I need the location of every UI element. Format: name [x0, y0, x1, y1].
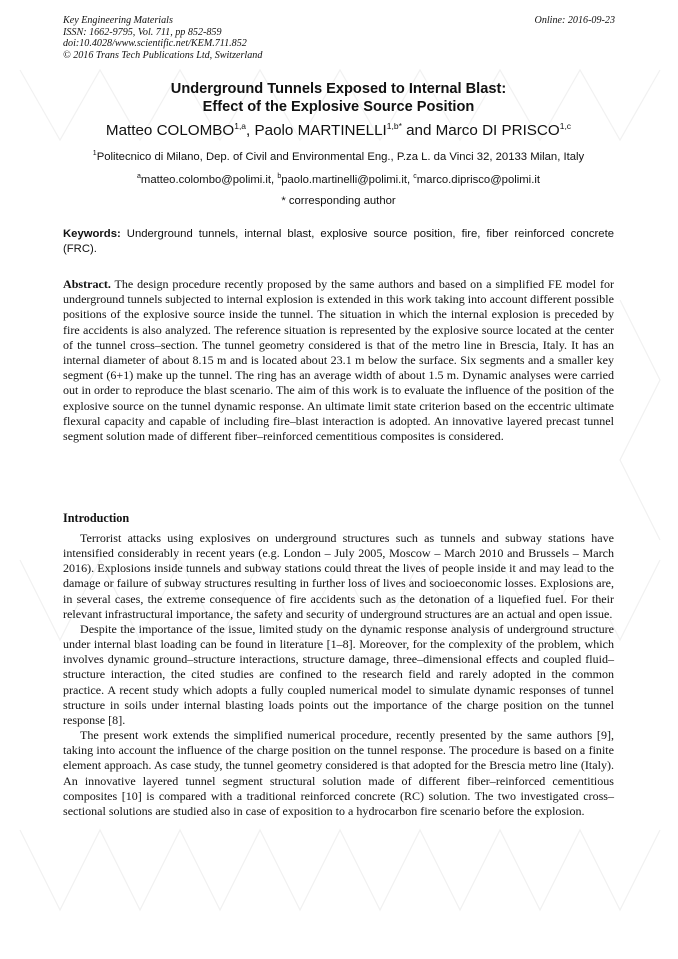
author-name: Marco DI PRISCO [435, 122, 560, 139]
email-link[interactable]: matteo.colombo@polimi.it, [140, 174, 278, 186]
keywords [63, 227, 614, 256]
journal-header [63, 15, 393, 61]
affiliation-text: Politecnico di Milano, Dep. of Civil and Environmental Eng., P.za L. da Vinci 32, 20133 Milan, Italy [96, 151, 585, 163]
paper-title-line-2: Effect of the Explosive Source Position [202, 99, 475, 115]
corresponding-author-note: * corresponding author [281, 195, 396, 207]
journal-name: Key Engineering Materials [63, 15, 173, 26]
email-link[interactable]: paolo.martinelli@polimi.it, [281, 174, 414, 186]
author-name: Paolo MARTINELLI [254, 122, 387, 139]
affiliation-mark: 1 [92, 150, 97, 157]
email-mark: a [137, 173, 141, 180]
copyright-line: © 2016 Trans Tech Publications Ltd, Switzerland [63, 49, 263, 61]
author-affiliation-mark: 1,a [234, 121, 247, 131]
author-separator: and [401, 122, 436, 139]
abstract-label: Abstract. [63, 277, 111, 291]
online-date: Online: 2016-09-23 [534, 15, 615, 26]
paragraph: The present work extends the simplified numerical procedure, recently presented by the same authors [9], taking into account the influence of the charge position on the tunnel response. The procedure is based on a finite element approach. As case study, the tunnel geometry considered is that adopted for the Brescia metro line (Italy). An innovative layered tunnel segment structural solution made of different fiber–reinforced cementitious composites [10] is compared with a traditional reinforced concrete (RC) solution. The two investigated cross–sectional solutions are studied also in case of exposition to a hydrocarbon fire scenario before the explosion. [63, 728, 614, 818]
affiliation [63, 149, 614, 165]
author-emails [63, 172, 614, 188]
email-mark: c [413, 173, 417, 180]
email-link[interactable]: marco.diprisco@polimi.it [416, 174, 540, 186]
section-heading-introduction: Introduction [63, 511, 130, 525]
author-list [63, 121, 614, 141]
keywords-text: Underground tunnels, internal blast, explosive source position, fire, fiber reinforced concrete (FRC). [63, 228, 614, 255]
abstract [63, 277, 614, 444]
abstract-text: The design procedure recently proposed by the same authors and based on a simplified FE model for underground tunnels subjected to internal explosion is extended in this work taking into account different possible positions of the explosive source inside the tunnel. The situation in which the internal explosion is preceded by fire accidents is also analyzed. The reference situation is represented by the explosive source located at the center of the tunnel cross–section. The tunnel geometry considered is that of the metro line in Brescia, Italy. It has an internal diameter of about 8.15 m and is located about 23.1 m below the surface. Six segments and a smaller key segment (6+1) make up the tunnel. The ring has an average width of about 1.5 m. Dynamic analyses were carried out in order to reproduce the blast scenario. The aim of this work is to evaluate the influence of the position of the explosive source on the tunnel dynamic response. An ultimate limit state criterion based on the eccentric ultimate flexural capacity and capable of including fire–blast interaction is adopted. An innovative layered precast tunnel segment solution made of different fiber–reinforced cementitious composites is considered. [63, 277, 614, 444]
introduction-body [63, 531, 614, 819]
author-affiliation-mark: 1,b* [386, 121, 402, 131]
issn-line: ISSN: 1662-9795, Vol. 711, pp 852-859 [63, 26, 222, 38]
paragraph: Despite the importance of the issue, limited study on the dynamic response analysis of underground structure under internal blast loading can be found in literature [1–8]. Moreover, for the complexity of the problem, which involves dynamic ground–structure interactions, structure damage, three–dimensional effects and coupled fluid–structure interaction, the cited studies are confined to the research field and rarely adopted in the common practice. A recent study which adopts a fully coupled numerical model to simulate dynamic responses of tunnel structure in soils under internal blasting loads points out the importance of the charge position on the tunnel response [8]. [63, 621, 614, 727]
author-separator: , [246, 122, 255, 139]
keywords-label: Keywords: [63, 228, 121, 240]
email-mark: b [277, 173, 282, 180]
paragraph: Terrorist attacks using explosives on underground structures such as tunnels and subway stations have intensified considerably in recent years (e.g. London – July 2005, Moscow – March 2010 and Brussels – March 2016). Explosions inside tunnels and subway stations could threat the lives of people inside it and may lead to the damage or failure of subway structures resulting in further loss of lives and socioeconomic losses. Explosions are, in several cases, the extreme consequence of fire accidents such as the detonation of a liquefied fuel. For their relevant infrastructural importance, the safety and security of underground structures are an actual and open issue. [63, 531, 614, 621]
doi-line: doi:10.4028/www.scientific.net/KEM.711.852 [63, 38, 247, 50]
author-name: Matteo COLOMBO [105, 122, 235, 139]
paper-title-line-1: Underground Tunnels Exposed to Internal Blast: [170, 81, 507, 97]
author-affiliation-mark: 1,c [559, 121, 572, 131]
